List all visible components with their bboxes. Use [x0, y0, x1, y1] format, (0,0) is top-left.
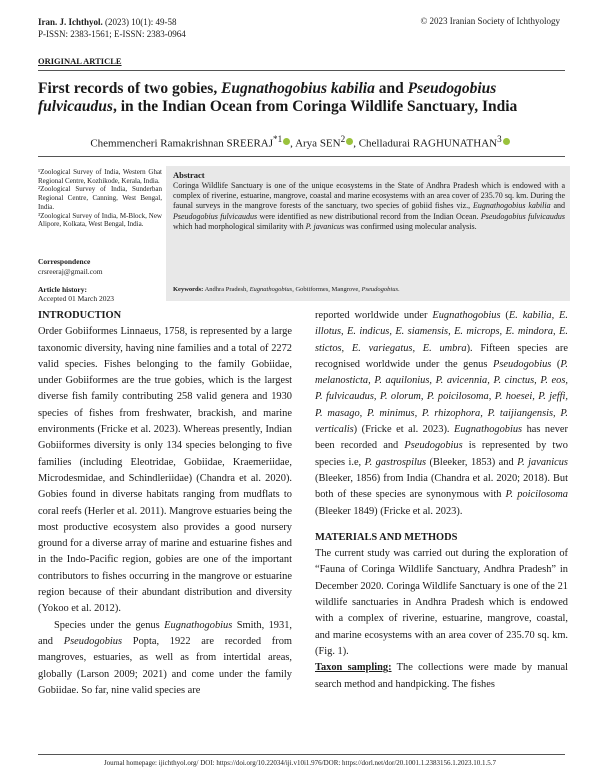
abstract-species: Pseudogobius fulvicaudus	[173, 211, 258, 221]
page-footer: Journal homepage: ijichthyol.org/ DOI: https://doi.org/10.22034/iji.v10i1.976/DOR: https://dorl.net/dor/20.1001.1.2383156.1.2023.10.1.5.7	[103, 759, 497, 767]
author-2-affil: 2	[340, 134, 346, 144]
intro-paragraph-2	[38, 618, 292, 699]
species-name: P. poicilosoma	[505, 489, 568, 501]
title-text-2: and	[374, 80, 408, 97]
title-species-1: Eugnathogobius kabilia	[221, 80, 375, 97]
methods-paragraph-1: The current study was carried out during the exploration of “Fauna of Coringa Wildlife Sanctuary, Andhra Pradesh” in December 2020. Coringa Wildlife Sanctuary is one of the 21 wildlife sanctuaries in Andhra Pradesh which is endowed with a complex of riverine, estuarine, mangrove, coastal, and marine ecosystems with an area cover of 235.70 sq. km. (Fig. 1).	[315, 548, 568, 657]
abstract-species: P. javanicus	[305, 221, 345, 231]
intro-paragraph-2-continued	[315, 308, 568, 520]
section-gap	[315, 520, 568, 530]
species-list: P. melanosticta, P. aquilonius, P. avicennia, P. cinctus, P. eos, P. fulvicaudus, P. olorum, P. poicilosoma, P. hoesei, P. jeffi, P. masago, P. minimus, P. rhizophora, P. taijiangensis, P. verticalis	[315, 358, 568, 436]
title-species-2: Pseudogobius fulvicaudus	[38, 80, 497, 115]
para-seg: (	[551, 358, 561, 370]
para-seg: ) (Fricke et al. 2023).	[353, 424, 454, 436]
title-text-1: First records of two gobies,	[38, 80, 222, 97]
orcid-icon[interactable]	[503, 138, 510, 145]
author-list	[0, 134, 600, 150]
species-list: E. kabilia, E. illotus, E. indicus, E. siamensis, E. microps, E. mindora, E. stictos, E. variegatus, E. umbra	[315, 310, 568, 354]
methods-heading: MATERIALS AND METHODS	[315, 531, 458, 543]
header-divider	[38, 70, 565, 71]
taxon-sampling-text: The collections were made by manual search method and handpicking. The fishes	[315, 662, 568, 690]
author-separator: ,	[290, 137, 296, 150]
author-3-affil: 3	[497, 134, 502, 144]
article-title	[38, 80, 568, 116]
abstract-seg: which had morphological similarity with	[173, 221, 306, 231]
correspondence-email[interactable]: crsreeraj@gmail.com	[38, 267, 103, 276]
genus-name: Eugnathogobius	[453, 424, 523, 436]
species-name: P. gastrospilus	[364, 456, 427, 468]
keywords-seg: Andhra Pradesh,	[203, 286, 250, 293]
left-column	[38, 308, 292, 699]
abstract-seg: and	[550, 201, 565, 211]
para-seg: ). Fifteen species are recognised worldwide under the genus	[315, 342, 568, 370]
author-divider	[38, 156, 565, 157]
intro-paragraph-1: Order Gobiiformes Linnaeus, 1758, is represented by a large taxonomic diversity, having nine families and a total of 2272 valid species. Fishes belonging to the family Gobiidae, under Gobiiformes are the true gobies, which is the largest diverse fish family contributing 258 valid genera and 1930 species of fishes from freshwater, brackish, and marine environments (Fricke et al. 2023). Whereas presently, Indian Gobiiformes diversity is only 134 species belonging to five families (including Eleotridae, Gobiidae, Kraemeriidae, Microdesmidae, and Schindleriidae) (Chandra et al. 2020). Gobies found in diverse habitats ranging from mudflats to coral reefs (Herler et al. 2011). Mangrove estuaries being the most productive ecosystem also provides a good nursery ground for a diverse array of marine and estuarine fishes and in the Indo-Pacific region, gobies are one of the important contributors to fishes occurring in the mangrove or estuarine region because of their abundant distribution and diversity (Yokoo et al. 2012).	[38, 326, 292, 615]
keywords-label: Keywords:	[173, 286, 204, 293]
keywords-seg: .	[398, 286, 400, 293]
abstract-heading: Abstract	[173, 170, 205, 180]
para-seg: Popta, 1922 are recorded from mangroves, estuaries, as well as from intertidal areas, globally (Larson 2009; 2021) and come under the family Gobiidae. So far, nine valid species are	[38, 635, 292, 696]
introduction-heading: INTRODUCTION	[38, 310, 122, 321]
journal-header	[38, 16, 186, 40]
species-name: P. javanicus	[517, 456, 568, 468]
right-column	[315, 308, 568, 693]
para-seg: Species under the genus	[54, 619, 165, 631]
author-1-affil: *1	[273, 134, 283, 144]
title-text-3: , in the Indian Ocean from Coringa Wildlife Sanctuary, India	[112, 98, 518, 115]
correspondence-heading: Correspondence	[38, 257, 91, 266]
genus-name: Eugnathogobius	[164, 619, 233, 631]
methods-taxon-sampling	[315, 660, 568, 693]
journal-issn: P-ISSN: 2383-1561; E-ISSN: 2383-0964	[38, 29, 186, 39]
genus-name: Eugnathogobius	[432, 310, 501, 321]
genus-name: Pseudogobius	[63, 635, 123, 647]
history-heading: Article history:	[38, 285, 87, 294]
affiliation-2: ²Zoological Survey of India, Sunderban Regional Centre, Canning, West Bengal, India.	[38, 185, 162, 211]
footer-divider	[38, 754, 565, 755]
keywords-genus: Pseudogobius	[361, 286, 398, 293]
para-seg: (Bleeker 1849) (Fricke et al. 2023).	[315, 505, 463, 517]
journal-abbreviation: Iran. J. Ichthyol.	[38, 17, 103, 27]
abstract-seg: were identified as new distributional record from the Indian Ocean.	[257, 211, 481, 221]
history-accepted: Accepted 01 March 2023	[38, 294, 115, 303]
taxon-sampling-label: Taxon sampling:	[315, 662, 392, 674]
genus-name: Pseudogobius	[493, 358, 552, 370]
keywords-seg: , Gobiiformes, Mangrove,	[292, 286, 362, 293]
para-seg: (Bleeker, 1853) and	[426, 456, 518, 468]
affiliations	[38, 168, 162, 229]
journal-citation: (2023) 10(1): 49-58	[105, 17, 177, 27]
keywords	[173, 286, 565, 293]
copyright-notice: © 2023 Iranian Society of Ichthyology	[420, 16, 560, 26]
abstract-seg: Coringa Wildlife Sanctuary is one of the unique ecosystems in the State of Andhra Pradesh which is endowed with a complex of riverine, estuarine, mangrove, coastal and marine ecosystems with an area cover of 235.70 sq. km. During the faunal surveys in the mangrove forests of the sanctuary, two species of gobiid fishes viz.,	[173, 181, 565, 211]
affiliation-1: ¹Zoological Survey of India, Western Ghat Regional Centre, Kozhikode, Kerala, India.	[38, 168, 162, 185]
author-1: Chemmencheri Ramakrishnan SREERAJ	[90, 137, 274, 150]
genus-name: Pseudogobius	[404, 440, 463, 452]
para-seg: (Bleeker, 1856) from India (Chandra et al. 2020; 2018). But both of these species are synonymous with	[315, 472, 568, 501]
abstract-species: Eugnathogobius kabilia	[473, 201, 551, 211]
para-seg: Smith, 1931, and	[38, 619, 292, 647]
para-seg: has never been recorded and	[315, 424, 568, 452]
para-seg: is represented by two species i.e,	[315, 440, 568, 468]
para-seg: reported worldwide under	[315, 310, 433, 321]
article-type: ORIGINAL ARTICLE	[38, 56, 122, 66]
abstract-text	[173, 181, 565, 232]
abstract-species: Pseudogobius fulvicaudus	[480, 211, 565, 221]
affiliation-3: ³Zoological Survey of India, M-Block, New Alipore, Kolkata, West Bengal, India.	[38, 211, 162, 229]
author-3: Chelladurai RAGHUNATHAN	[358, 137, 498, 150]
author-2: Arya SEN	[295, 137, 341, 150]
para-seg: (	[500, 310, 509, 321]
abstract-seg: was confirmed using molecular analysis.	[344, 221, 477, 231]
keywords-genus: Eugnathogobius	[249, 286, 293, 293]
author-separator: ,	[353, 137, 359, 150]
